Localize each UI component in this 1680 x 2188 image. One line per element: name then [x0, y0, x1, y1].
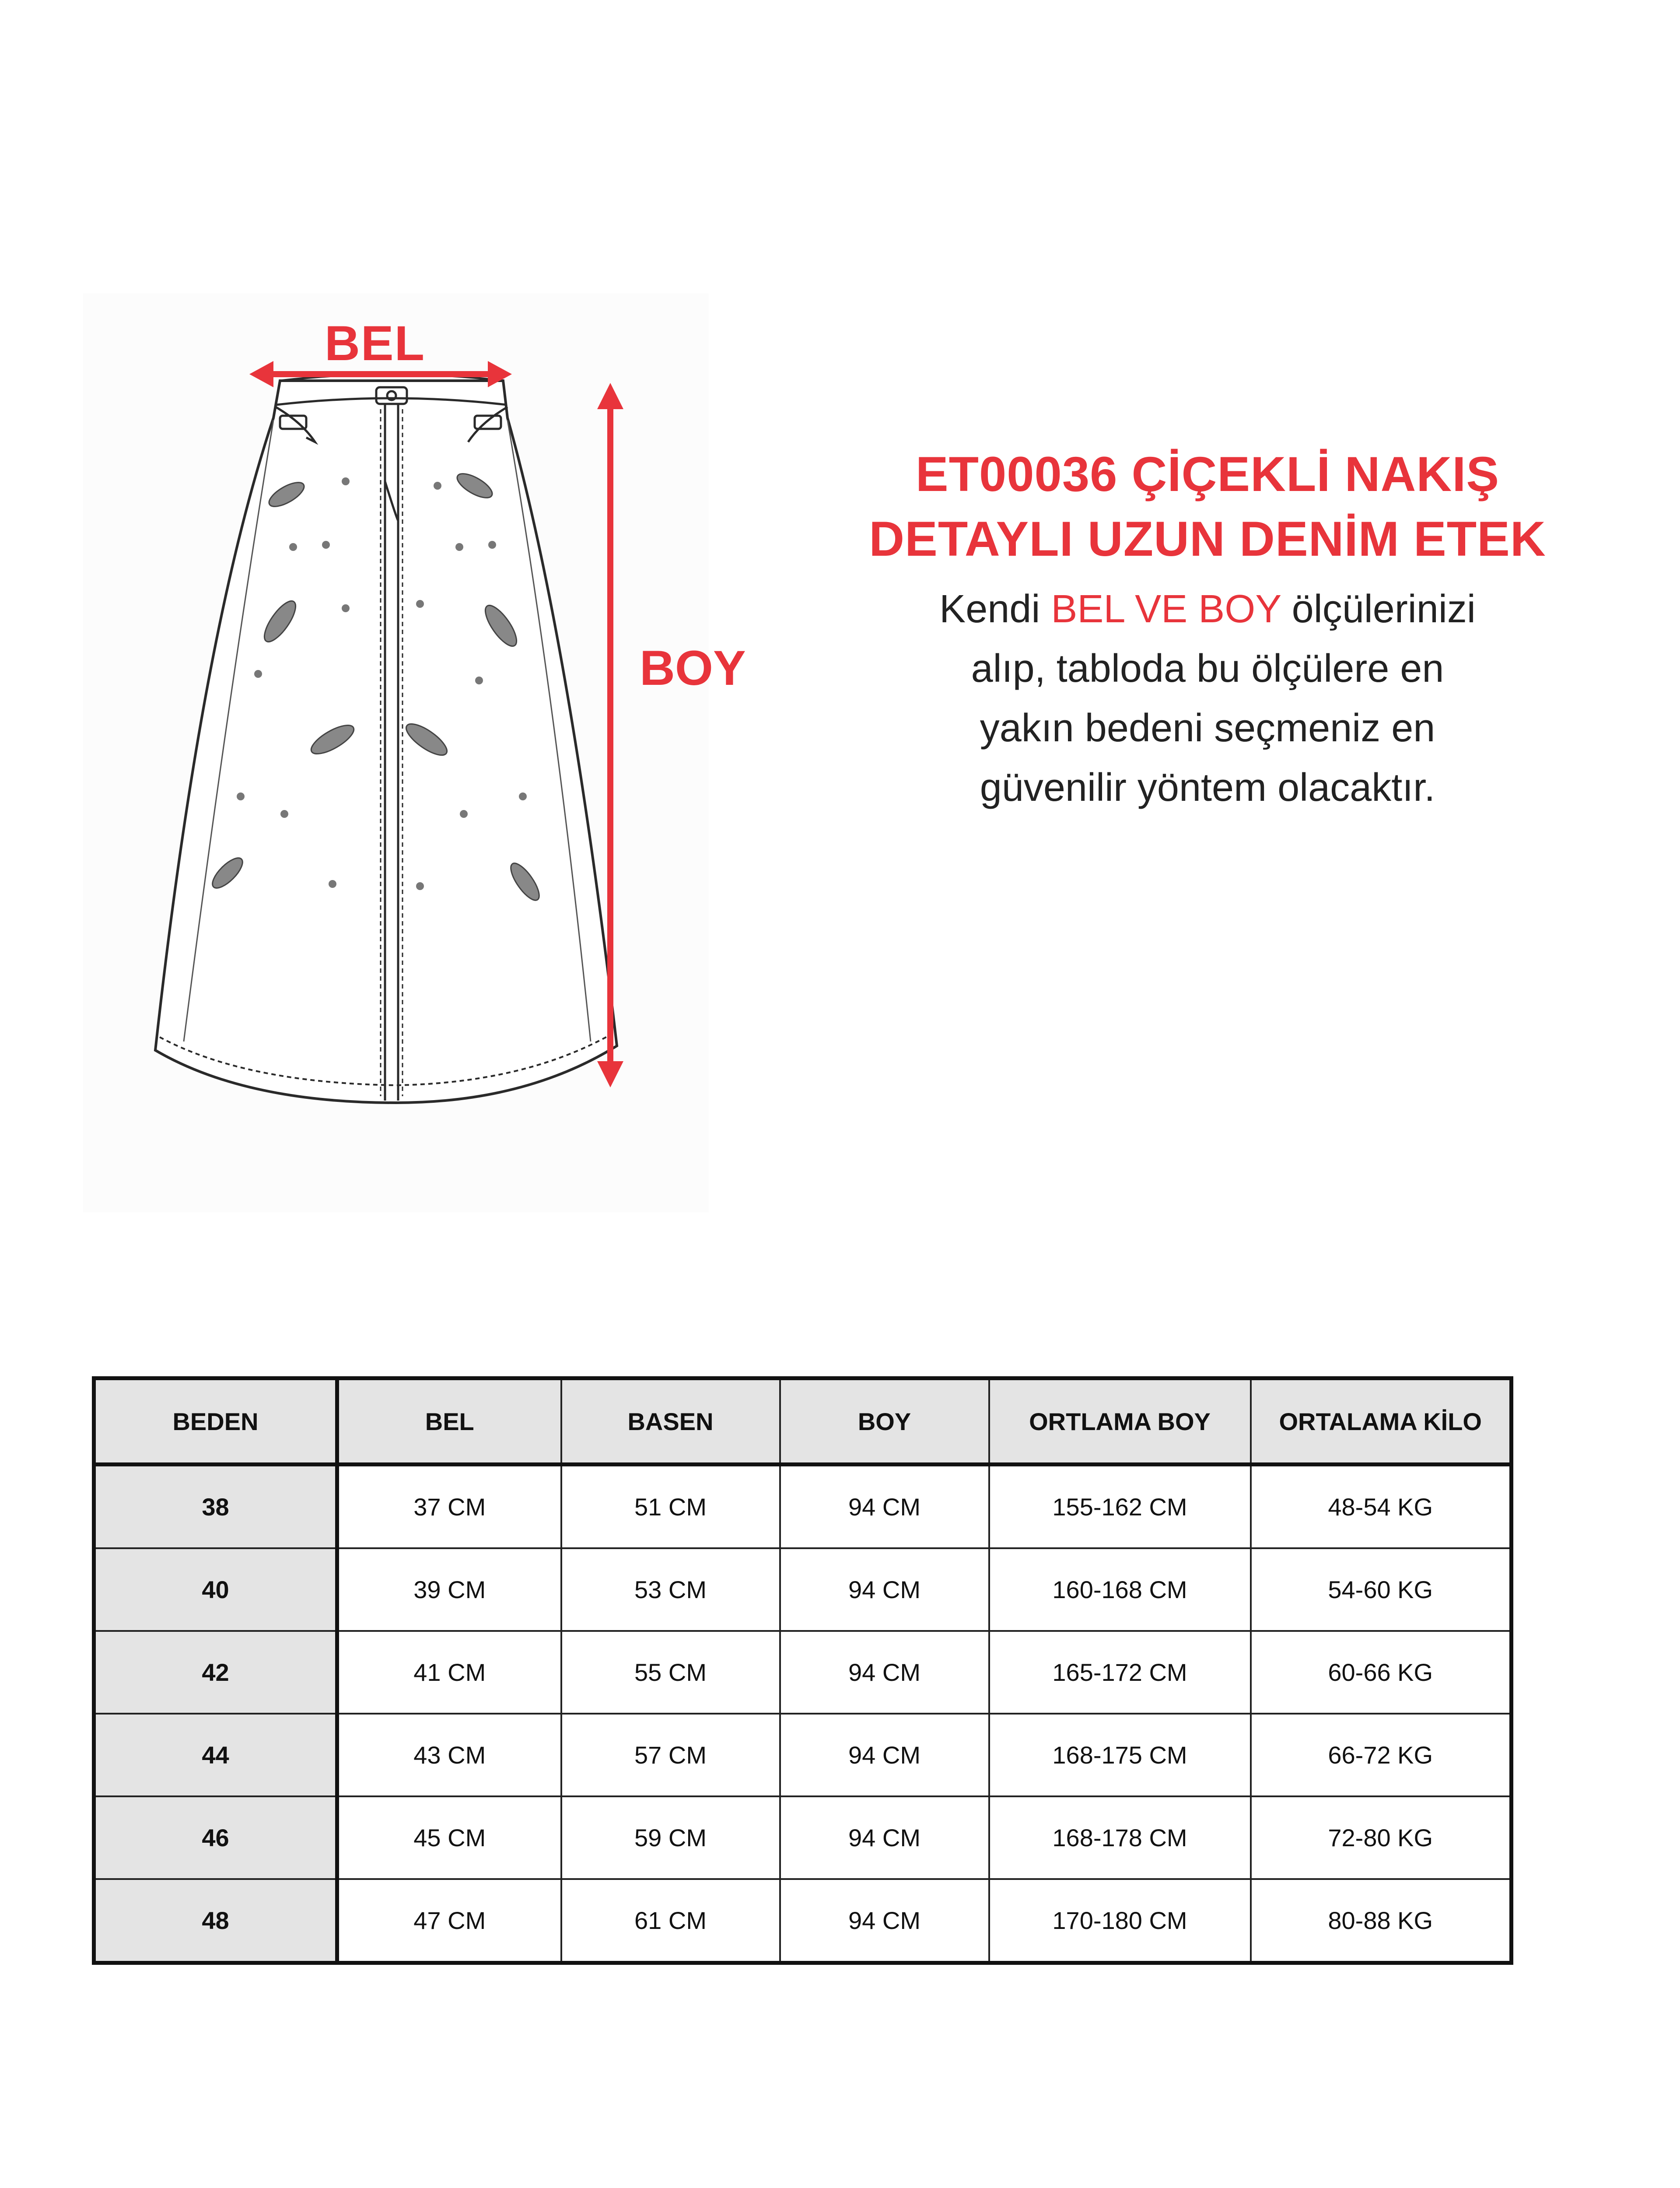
table-cell: 45 CM	[337, 1796, 561, 1879]
instruction-text: Kendi	[939, 587, 1051, 631]
header-bel: BEL	[337, 1378, 561, 1465]
size-cell: 40	[94, 1548, 337, 1631]
table-cell: 168-178 CM	[989, 1796, 1251, 1879]
table-row	[94, 1714, 1512, 1796]
size-chart-table	[92, 1376, 1513, 1965]
table-cell: 165-172 CM	[989, 1631, 1251, 1714]
instruction-line-3: yakın bedeni seçmeniz en	[980, 706, 1435, 750]
table-cell: 59 CM	[561, 1796, 780, 1879]
table-cell: 72-80 KG	[1251, 1796, 1512, 1879]
table-cell: 94 CM	[780, 1714, 989, 1796]
instruction-highlight: BEL VE BOY	[1051, 587, 1281, 631]
table-row	[94, 1879, 1512, 1963]
table-cell: 48-54 KG	[1251, 1465, 1512, 1549]
table-cell: 61 CM	[561, 1879, 780, 1963]
table-cell: 60-66 KG	[1251, 1631, 1512, 1714]
header-boy: BOY	[780, 1378, 989, 1465]
table-cell: 39 CM	[337, 1548, 561, 1631]
table-row	[94, 1465, 1512, 1549]
size-cell: 38	[94, 1465, 337, 1549]
table-row	[94, 1631, 1512, 1714]
table-cell: 41 CM	[337, 1631, 561, 1714]
table-cell: 160-168 CM	[989, 1548, 1251, 1631]
table-cell: 94 CM	[780, 1465, 989, 1549]
table-cell: 170-180 CM	[989, 1879, 1251, 1963]
measurement-instructions	[822, 579, 1592, 817]
table-cell: 54-60 KG	[1251, 1548, 1512, 1631]
header-ortlama-boy: ORTLAMA BOY	[989, 1378, 1251, 1465]
table-cell: 51 CM	[561, 1465, 780, 1549]
instruction-line-2: alıp, tabloda bu ölçülere en	[971, 647, 1444, 691]
instruction-line-1	[822, 579, 1592, 639]
table-cell: 94 CM	[780, 1548, 989, 1631]
table-cell: 37 CM	[337, 1465, 561, 1549]
bel-label: BEL	[325, 316, 425, 371]
size-cell: 42	[94, 1631, 337, 1714]
header-ortalama-kilo: ORTALAMA KİLO	[1251, 1378, 1512, 1465]
instruction-text: ölçülerinizi	[1281, 587, 1476, 631]
table-cell: 168-175 CM	[989, 1714, 1251, 1796]
size-cell: 48	[94, 1879, 337, 1963]
table-cell: 55 CM	[561, 1631, 780, 1714]
table-cell: 80-88 KG	[1251, 1879, 1512, 1963]
table-cell: 94 CM	[780, 1631, 989, 1714]
boy-label: BOY	[640, 641, 746, 695]
table-row	[94, 1548, 1512, 1631]
table-cell: 94 CM	[780, 1796, 989, 1879]
table-cell: 57 CM	[561, 1714, 780, 1796]
table-cell: 94 CM	[780, 1879, 989, 1963]
table-cell: 155-162 CM	[989, 1465, 1251, 1549]
table-header-row	[94, 1378, 1512, 1465]
table-cell: 47 CM	[337, 1879, 561, 1963]
product-title-line-2: DETAYLI UZUN DENİM ETEK	[869, 512, 1546, 566]
table-cell: 43 CM	[337, 1714, 561, 1796]
product-info	[822, 442, 1592, 817]
table-cell: 66-72 KG	[1251, 1714, 1512, 1796]
size-cell: 46	[94, 1796, 337, 1879]
size-cell: 44	[94, 1714, 337, 1796]
table-cell: 53 CM	[561, 1548, 780, 1631]
header-basen: BASEN	[561, 1378, 780, 1465]
instruction-line-4: güvenilir yöntem olacaktır.	[980, 766, 1435, 810]
product-title-line-1: ET00036 ÇİÇEKLİ NAKIŞ	[915, 447, 1500, 501]
header-beden: BEDEN	[94, 1378, 337, 1465]
table-row	[94, 1796, 1512, 1879]
